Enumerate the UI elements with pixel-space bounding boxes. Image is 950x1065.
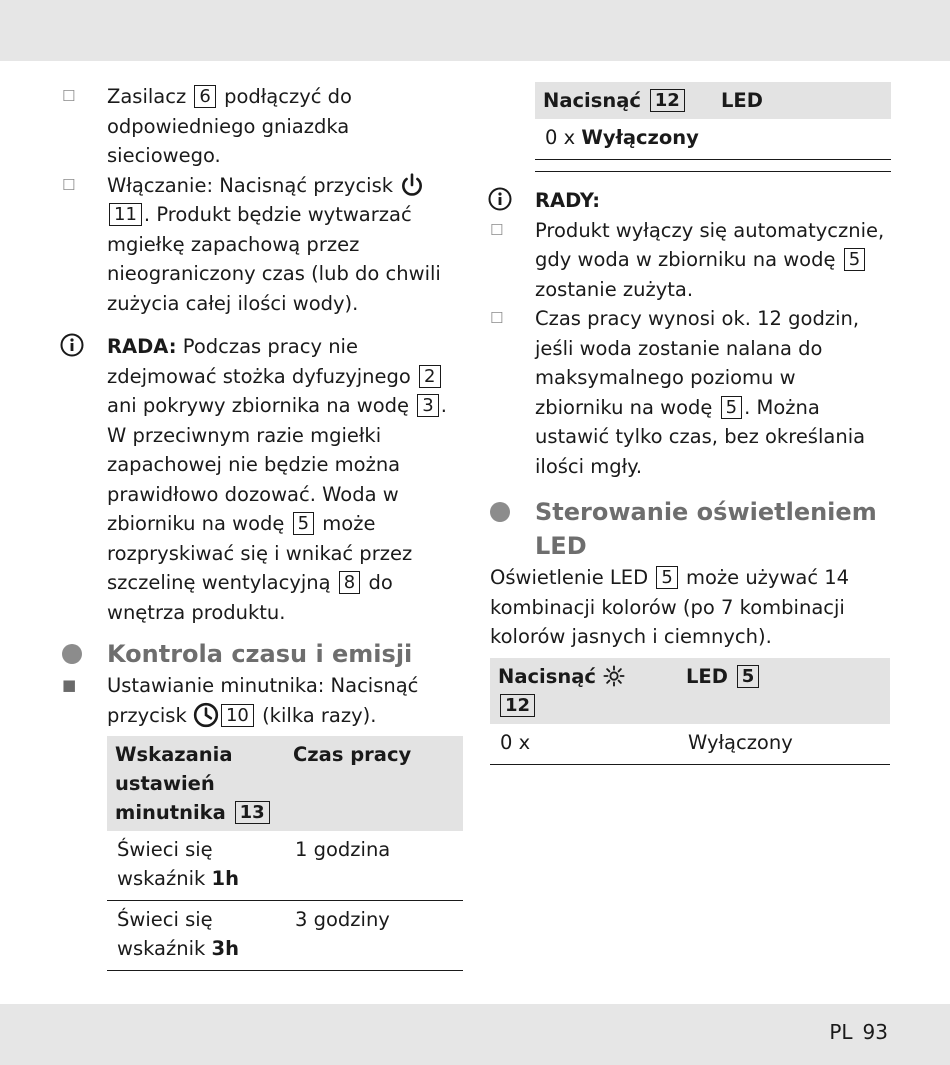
table-cell: [713, 119, 891, 160]
table-row: [535, 160, 891, 172]
table-cell: 3 godziny: [285, 901, 463, 971]
part-number-box: 10: [221, 704, 254, 727]
left-column: [62, 82, 462, 971]
table-cell: [713, 160, 891, 172]
tip-label: RADA:: [107, 335, 177, 358]
part-number-box: 2: [419, 365, 440, 388]
clock-icon: [193, 702, 219, 728]
tips-block: [490, 186, 890, 216]
light-icon: [603, 665, 625, 687]
part-number-box: 8: [339, 571, 360, 594]
part-number-box: 11: [109, 203, 142, 226]
page-number: [819, 1020, 888, 1044]
section-heading-timer: Kontrola czasu i emisji: [62, 637, 462, 671]
bullet-power-adapter: ☐ Zasilacz 6 podłączyć do odpowiedniego gniazdka sieciowego.: [62, 82, 462, 171]
bullet-auto-off: ☐ Produkt wyłączy się automatycznie, gdy woda w zbiorniku na wodę 5 zostanie zużyta.: [490, 216, 890, 305]
part-number-box: 12: [500, 694, 535, 717]
table-header-cell: LED: [713, 82, 891, 119]
table-cell: Wyłączony: [678, 724, 890, 765]
table-cell: 1 godzina: [285, 831, 463, 901]
table-cell: 0 x Wyłączony: [535, 119, 713, 160]
table-header-row: [490, 658, 890, 724]
part-number-box: 6: [194, 85, 215, 108]
page-number-value: 93: [862, 1020, 888, 1044]
part-number-box: 12: [650, 89, 685, 112]
bullet-switch-on: ☐ Włączanie: Nacisnąć przycisk 11 . Produkt będzie wytwarzać mgiełkę zapachową przez nieograniczony czas (lub do chwili zużycia całej ilości wody).: [62, 171, 462, 319]
table-header-cell: Wskazania ustawień minutnika 13: [107, 736, 285, 831]
part-number-box: 5: [721, 396, 742, 419]
timer-table-2: [535, 82, 891, 172]
led-paragraph: Oświetlenie LED 5 może używać 14 kombinacji kolorów (po 7 kombinacji kolorów jasnych i ciemnych).: [490, 566, 850, 648]
tip-block: RADA: Podczas pracy nie zdejmować stożka dyfuzyjnego 2 ani pokrywy zbiornika na wodę 3 . W przeciwnym razie mgiełki zapachowej nie będzie można prawidłowo dozować. Woda w zbiorniku na wodę 5 może rozpryskiwać się i wnikać przez szczelinę wentylacyjną 8 do wnętrza produktu.: [62, 332, 462, 627]
part-number-box: 3: [417, 394, 438, 417]
table-header-cell: Czas pracy: [285, 736, 463, 831]
bullet-set-timer: ■ Ustawianie minutnika: Nacisnąć przycisk 10 (kilka razy).: [62, 671, 462, 730]
part-number-box: 5: [844, 248, 865, 271]
table-row: [107, 831, 463, 901]
led-table: [490, 658, 890, 765]
power-icon: [399, 172, 425, 198]
table-cell: Świeci się wskaźnik 1h: [107, 831, 285, 901]
table-row: [490, 724, 890, 765]
part-number-box: 13: [235, 801, 270, 824]
table-row: [107, 901, 463, 971]
table-cell: Świeci się wskaźnik 3h: [107, 901, 285, 971]
part-number-box: 5: [656, 566, 677, 589]
bullet-square-icon: ☐: [62, 87, 76, 105]
bullet-square-icon: ☐: [490, 309, 504, 327]
language-code: PL: [829, 1020, 853, 1044]
heading-dot-icon: [490, 502, 510, 522]
timer-table-1: [107, 736, 463, 971]
footer-band: [0, 1004, 950, 1065]
bullet-square-icon: ☐: [62, 175, 76, 194]
part-number-box: 5: [737, 665, 760, 688]
info-icon: [488, 187, 512, 211]
right-column: [490, 82, 890, 765]
section-heading-led: Sterowanie oświetleniem LED: [490, 495, 890, 563]
table-cell: [535, 160, 713, 172]
bullet-runtime: ☐ Czas pracy wynosi ok. 12 godzin, jeśli woda zostanie nalana do maksymalnego poziomu w zbiorniku na wodę 5 . Można ustawić tylko czas, bez określania ilości mgły.: [490, 304, 890, 481]
table-cell: 0 x: [490, 724, 678, 765]
bullet-square-icon: ☐: [490, 220, 504, 239]
table-header-row: [107, 736, 463, 831]
top-band: [0, 0, 950, 61]
table-row: [535, 119, 891, 160]
table-header-cell: Nacisnąć 12: [490, 658, 678, 724]
table-header-cell: LED 5: [678, 658, 890, 724]
bullet-filled-square-icon: ■: [62, 676, 77, 694]
tips-label: RADY:: [535, 189, 601, 212]
table-header-row: [535, 82, 891, 119]
heading-dot-icon: [62, 644, 82, 664]
info-icon: [60, 333, 84, 357]
table-header-cell: Nacisnąć 12: [535, 82, 713, 119]
part-number-box: 5: [293, 512, 314, 535]
